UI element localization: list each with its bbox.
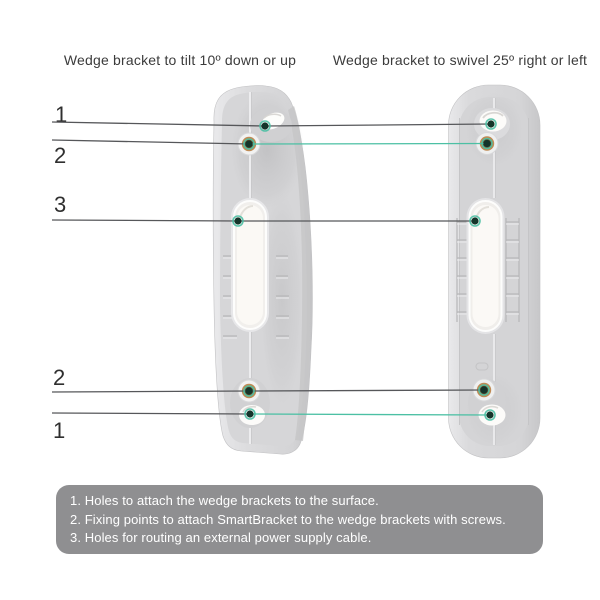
legend-item-2: 2. Fixing points to attach SmartBracket to the wedge brackets with screws. [70,511,506,527]
callout-number-2-top: 2 [54,143,67,168]
callout-number-1-top: 1 [55,102,68,127]
callout-number-1-bottom: 1 [53,418,66,443]
legend-item-1: 1. Holes to attach the wedge brackets to the surface. [70,493,379,508]
tilt-bracket-illustration [213,86,312,455]
callout-number-2-bottom: 2 [53,365,66,390]
swivel-bracket-heading: Wedge bracket to swivel 25º right or left [332,52,588,68]
callout-number-3: 3 [54,192,67,217]
tilt-bracket-heading: Wedge bracket to tilt 10º down or up [63,52,297,68]
legend-item-3: 3. Holes for routing an external power supply cable. [70,530,372,546]
legend-box [56,485,543,554]
